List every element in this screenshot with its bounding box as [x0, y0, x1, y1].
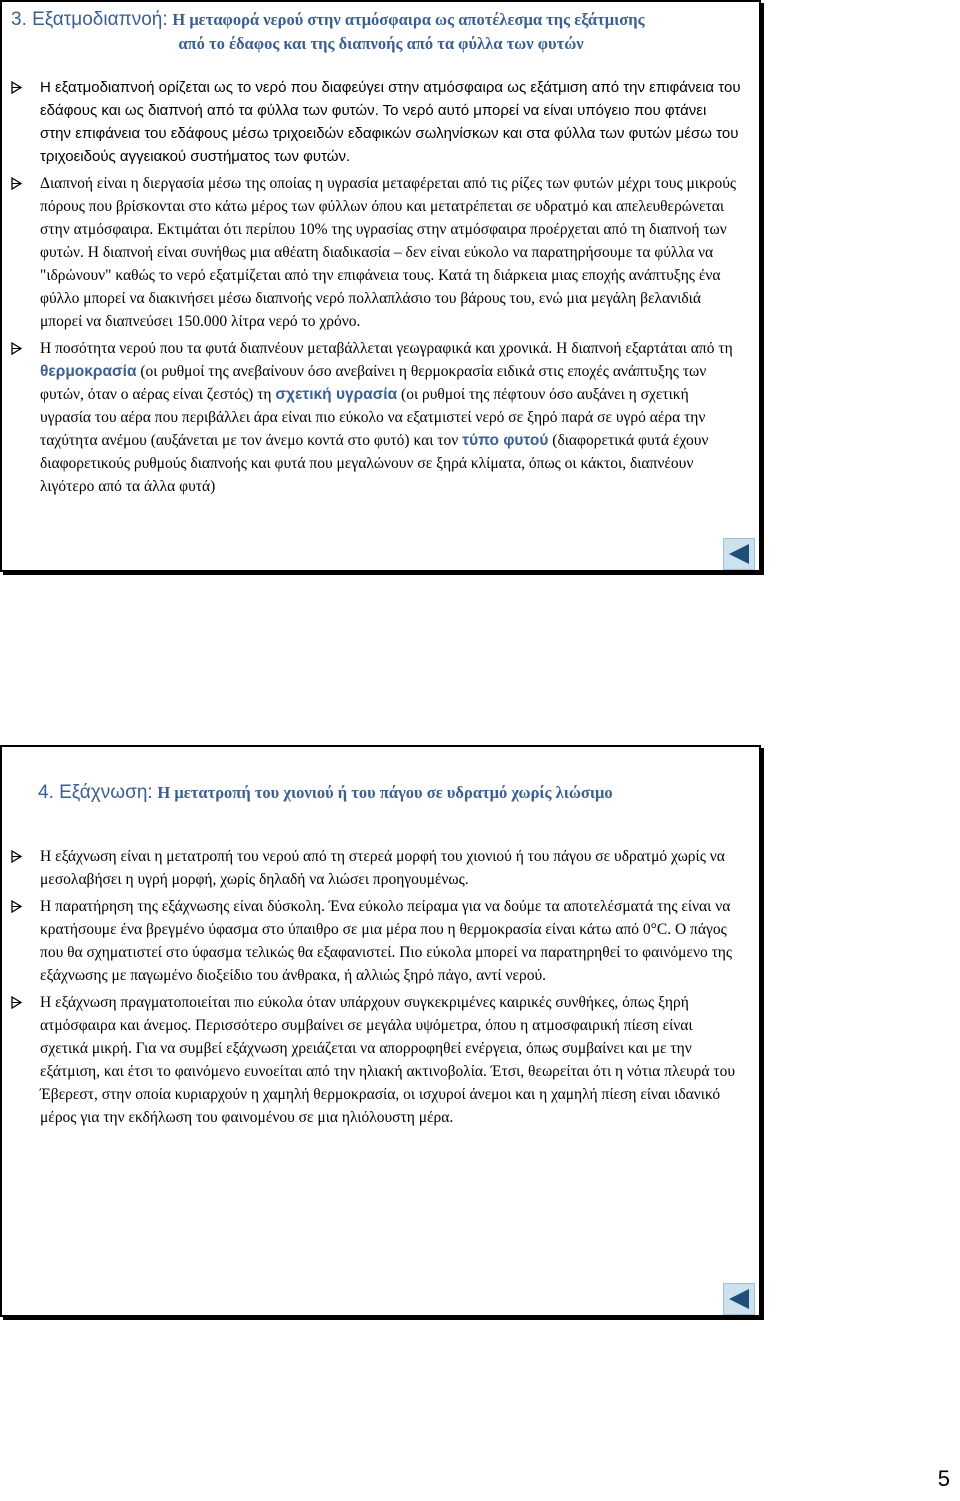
title-number: 4. Εξάχνωση:: [38, 782, 153, 803]
bullet-list: [11, 76, 741, 502]
bullet-text-part: (οι ρυθμοί της ανεβαίνουν όσο ανεβαίνει η θερμοκρασία ειδικά στις εποχές ανάπτυξης των φυτών, όταν ο αέρας είναι ζεστός) τη: [40, 363, 707, 403]
list-item: [11, 172, 741, 333]
bullet-text-part: Η ποσότητα νερού που τα φυτά διαπνέουν μεταβάλλεται γεωγραφικά και χρονικά. Η διαπνοή εξαρτάται από τη: [40, 340, 733, 357]
bullet-text: Η εξάχνωση είναι η μετατροπή του νερού από τη στερεά μορφή του χιονιού ή του πάγου σε υδρατμό χωρίς να μεσολαβήσει η υγρή μορφή, χωρίς δηλαδή να λιώσει προηγουμένως.: [40, 848, 725, 888]
bullet-text-part: (διαφορετικά φυτά έχουν διαφορετικούς ρυθμούς διαπνοής και φυτά που μεγαλώνουν σε ξηρά κλίματα, όπως οι κάκτοι, διαπνέουν λιγότερο από τα άλλα φυτά): [40, 432, 709, 495]
list-item: [11, 991, 741, 1129]
title-subtitle-line1: Η μεταφορά νερού στην ατμόσφαιρα ως αποτέλεσμα της εξάτμισης: [172, 10, 645, 29]
title-subtitle: Η μετατροπή του χιονιού ή του πάγου σε υδρατμό χωρίς λιώσιμο: [157, 783, 613, 802]
arrow-bullet-icon: [11, 996, 22, 1009]
arrow-bullet-icon: [11, 177, 22, 190]
arrow-bullet-icon: [11, 850, 22, 863]
arrow-bullet-icon: [11, 81, 22, 94]
bullet-text: Η εξατμοδιαπνοή ορίζεται ως το νερό που διαφεύγει στην ατμόσφαιρα ως εξάτμιση από την επιφάνεια του εδάφους και ως διαπνοή από τα φύλλα των φυτών. Το νερό αυτό μπορεί να είναι υπόγειο που φτάνει στην επιφάνεια του εδάφους μέσω τριχοειδών εδαφικών σωληνίσκων και στα φύλλα των φυτών μέσω του τριχοειδούς αγγειακού συστήματος των φυτών.: [40, 79, 741, 165]
bullet-text: Η εξάχνωση πραγματοποιείται πιο εύκολα όταν υπάρχουν συγκεκριμένες καιρικές συνθήκες, όπως ξηρή ατμόσφαιρα και άνεμος. Περισσότερο συμβαίνει σε μεγάλα υψόμετρα, όπου η ατμοσφαιρική πίεση είναι σχετικά μικρή. Για να συμβεί εξάχνωση χρειάζεται να απορροφηθεί ενέργεια, όπως συμβαίνει και με την εξάτμιση, και έτσι το φαινόμενο ευνοείται από την ηλιακή ακτινοβολία. Έτσι, θεωρείται ότι η νότια πλευρά του Έβερεστ, στην οποία κυριαρχούν η χαμηλή θερμοκρασία, οι ισχυροί άνεμοι και η χαμηλή πίεση είναι ιδανικό μέρος για την εκδήλωση του φαινομένου σε μια ηλιόλουστη μέρα.: [40, 994, 736, 1126]
bullet-list: [11, 845, 741, 1133]
title-number: 3. Εξατμοδιαπνοή:: [11, 9, 168, 30]
bullet-text: Η παρατήρηση της εξάχνωσης είναι δύσκολη. Ένα εύκολο πείραμα για να δούμε τα αποτελέσματά της είναι να κρατήσουμε ένα βρεγμένο ύφασμα στο ύπαιθρο σε μια μέρα που η θερμοκρασία είναι κάτω από 0°C. Ο πάγος που θα σχηματιστεί στο ύφασμα τελικώς θα εξαφανιστεί. Πιο εύκολα μπορεί να παρατηρηθεί το φαινόμενο της εξάχνωσης με παγωμένο διοξείδιο του άνθρακα, ή αλλιώς ξηρό πάγο, αντί νερού.: [40, 898, 733, 984]
list-item: [11, 845, 741, 891]
slide-title: [11, 8, 751, 56]
keyword-plant-type: τύπο φυτού: [462, 432, 549, 449]
back-button[interactable]: [723, 1283, 755, 1315]
back-triangle-icon: [727, 543, 751, 565]
back-triangle-icon: [727, 1288, 751, 1310]
list-item: [11, 895, 741, 987]
keyword-humidity: σχετική υγρασία: [275, 386, 398, 403]
back-button[interactable]: [723, 538, 755, 570]
title-subtitle-line2: από το έδαφος και της διαπνοής από τα φύλλα των φυτών: [178, 34, 584, 53]
bullet-text: Διαπνοή είναι η διεργασία μέσω της οποίας η υγρασία μεταφέρεται από τις ρίζες των φυτών μέχρι τους μικρούς πόρους που βρίσκονται στο κάτω μέρος των φύλλων όπου και μετατρέπεται σε υδρατμό και απελευθερώνεται στην ατμόσφαιρα. Εκτιμάται ότι περίπου 10% της υγρασίας στην ατμόσφαιρα προέρχεται από τη διαπνοή των φυτών. Η διαπνοή είναι συνήθως μια αθέατη διαδικασία – δεν είναι εύκολο να παρατηρήσουμε τα φύλλα να "ιδρώνουν" καθώς το νερό εξατμίζεται από την επιφάνεια τους. Κατά τη διάρκεια μιας εποχής ανάπτυξης ένα φύλλο μπορεί να διακινήσει μέσω διαπνοής νερό πολλαπλάσιο του βάρους του, ενώ μια μεγάλη βελανιδιά μπορεί να διαπνεύσει 150.000 λίτρα νερό το χρόνο.: [40, 175, 737, 330]
keyword-temperature: θερμοκρασία: [40, 363, 137, 380]
bullet-text-part: (οι ρυθμοί της πέφτουν όσο αυξάνει η σχετική υγρασία του αέρα που περιβάλλει άρα είναι πιο εύκολο να εξατμιστεί νερό σε ξηρό παρά σε υγρό αέρα την ταχύτητα ανέμου (αυξάνεται με τον άνεμο κοντά στο φυτό) και τον: [40, 386, 706, 449]
arrow-bullet-icon: [11, 342, 22, 355]
slide-sublimation: [0, 745, 761, 1317]
list-item: [11, 337, 741, 498]
slide-evapotranspiration: [0, 0, 761, 572]
slide-title: [38, 782, 613, 804]
list-item: [11, 76, 741, 168]
page-number: 5: [937, 1466, 950, 1491]
arrow-bullet-icon: [11, 900, 22, 913]
